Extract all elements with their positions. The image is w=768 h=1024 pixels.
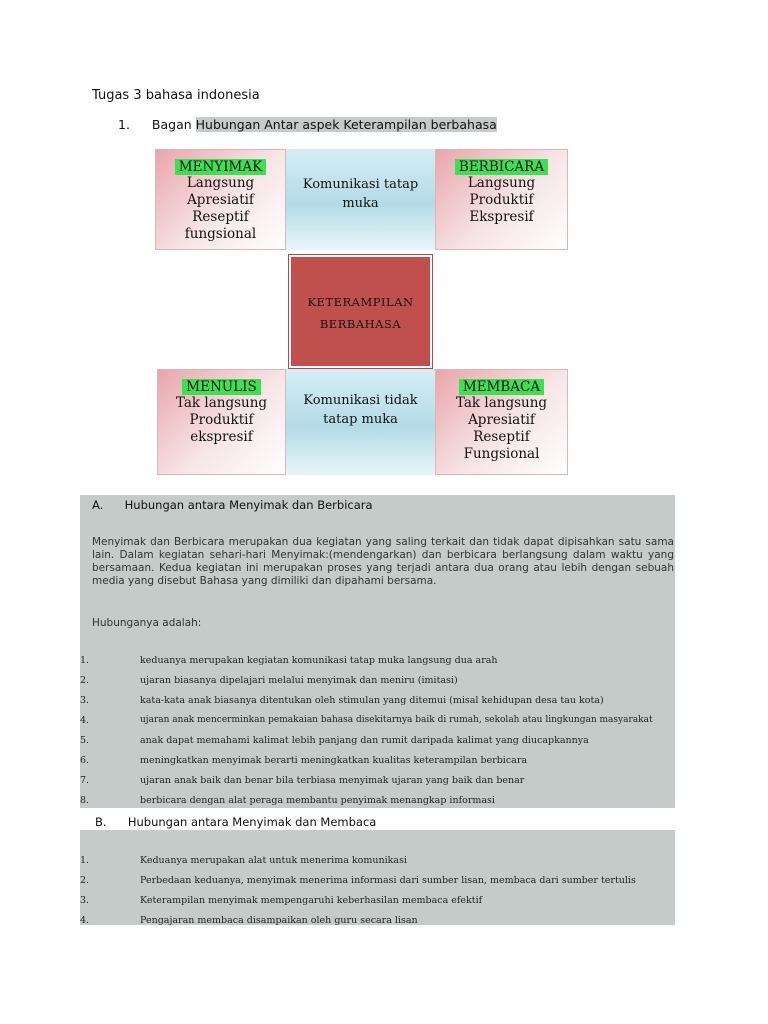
box-membaca: [435, 369, 568, 475]
membaca-line: Fungsional: [463, 446, 540, 462]
list-a-item: anak dapat memahami kalimat lebih panjang dan rumit daripada kalimat yang diucapkannya: [140, 735, 589, 746]
section-b-heading: [95, 815, 376, 829]
center-line: BERBAHASA: [319, 317, 402, 331]
list-a-num: 1.: [80, 655, 90, 666]
heading-menulis: MENULIS: [182, 379, 260, 395]
skills-diagram: [155, 149, 568, 476]
menulis-line: Produktif: [189, 412, 254, 428]
section-a-letter: A.: [92, 498, 104, 512]
heading-berbicara: BERBICARA: [455, 159, 548, 175]
item-1-label: Bagan: [151, 117, 192, 132]
menyimak-line: fungsional: [184, 226, 257, 242]
section-b-title: Hubungan antara Menyimak dan Membaca: [127, 815, 377, 829]
berbicara-line: Ekspresif: [469, 209, 534, 225]
section-b-letter: B.: [95, 815, 107, 829]
list-a-item: berbicara dengan alat peraga membantu penyimak menangkap informasi: [140, 795, 495, 806]
menyimak-line: Apresiatif: [187, 192, 254, 208]
berbicara-line: Langsung: [467, 175, 536, 191]
list-a-item: ujaran anak mencerminkan pemakaian bahasa disekitarnya baik di rumah, sekolah atau lingkungan masyarakat: [140, 715, 653, 725]
item-1-highlight: Hubungan Antar aspek Keterampilan berbahasa: [195, 117, 497, 132]
box-berbicara: [435, 149, 568, 250]
item-1-line: [118, 117, 497, 132]
list-a-num: 2.: [80, 675, 90, 686]
list-a-item: kata-kata anak biasanya ditentukan oleh stimulan yang ditemui (misal kehidupan desa tau kota): [140, 695, 604, 706]
membaca-line: Tak langsung: [455, 395, 548, 411]
box-menulis: [157, 369, 286, 475]
list-a-num: 6.: [80, 755, 90, 766]
membaca-line: Apresiatif: [468, 412, 535, 428]
list-b-item: Keterampilan menyimak mempengaruhi keberhasilan membaca efektif: [140, 895, 483, 906]
menyimak-line: Langsung: [186, 175, 255, 191]
list-a-num: 3.: [80, 695, 90, 706]
berbicara-line: Produktif: [469, 192, 534, 208]
komunikasi-tidak-line: tatap muka: [323, 412, 398, 427]
document-title: Tugas 3 bahasa indonesia: [92, 88, 260, 103]
list-b-num: 3.: [80, 895, 90, 906]
list-a-item: keduanya merupakan kegiatan komunikasi tatap muka langsung dua arah: [140, 655, 498, 666]
list-b-num: 1.: [80, 855, 90, 866]
heading-membaca: MEMBACA: [459, 379, 544, 395]
komunikasi-tatap-muka-line: Komunikasi tatap: [302, 177, 419, 192]
list-a-item: ujaran biasanya dipelajari melalui menyimak dan meniru (imitasi): [140, 675, 458, 686]
komunikasi-tidak-line: Komunikasi tidak: [303, 393, 418, 408]
list-a-item: ujaran anak baik dan benar bila terbiasa menyimak ujaran yang baik dan benar: [140, 775, 525, 786]
menulis-line: ekspresif: [190, 429, 253, 445]
list-b-item: Pengajaran membaca disampaikan oleh guru secara lisan: [140, 915, 418, 926]
list-b-num: 2.: [80, 875, 90, 886]
list-b-item: Keduanya merupakan alat untuk menerima komunikasi: [140, 855, 407, 866]
list-a-num: 8.: [80, 795, 90, 806]
section-a-title: Hubungan antara Menyimak dan Berbicara: [124, 498, 373, 512]
menyimak-line: Reseptif: [192, 209, 249, 225]
box-keterampilan-berbahasa: [289, 255, 432, 368]
box-komunikasi-tatap-muka: [286, 149, 435, 250]
komunikasi-tatap-muka-line: muka: [342, 196, 379, 211]
menulis-line: Tak langsung: [175, 395, 268, 411]
list-a-num: 4.: [80, 715, 90, 726]
center-line: KETERAMPILAN: [307, 295, 414, 309]
membaca-line: Reseptif: [473, 429, 530, 445]
item-1-number: 1.: [118, 117, 130, 132]
heading-menyimak: MENYIMAK: [175, 159, 266, 175]
section-a-paragraph: Menyimak dan Berbicara merupakan dua kegiatan yang saling terkait dan tidak dapat dipisahkan satu sama lain. Dalam kegiatan sehari-hari Menyimak:(mendengarkan) dan berbicara berlangsung dalam waktu yang bersamaan. Kedua kegiatan ini merupakan proses yang terjadi antara dua orang atau lebih dengan sebuah media yang disebut Bahasa yang dimiliki dan dipahami bersama.: [92, 536, 674, 587]
list-a-item: meningkatkan menyimak berarti meningkatkan kualitas keterampilan berbicara: [140, 755, 528, 766]
box-menyimak: [155, 149, 286, 250]
list-b-item: Perbedaan keduanya, menyimak menerima informasi dari sumber lisan, membaca dari sumber tertulis: [140, 875, 636, 886]
list-a-num: 7.: [80, 775, 90, 786]
list-b-num: 4.: [80, 915, 90, 926]
relation-label: Hubunganya adalah:: [92, 617, 202, 629]
list-a-num: 5.: [80, 735, 90, 746]
box-komunikasi-tidak-tatap-muka: [286, 369, 435, 475]
section-a-heading: [92, 498, 373, 512]
